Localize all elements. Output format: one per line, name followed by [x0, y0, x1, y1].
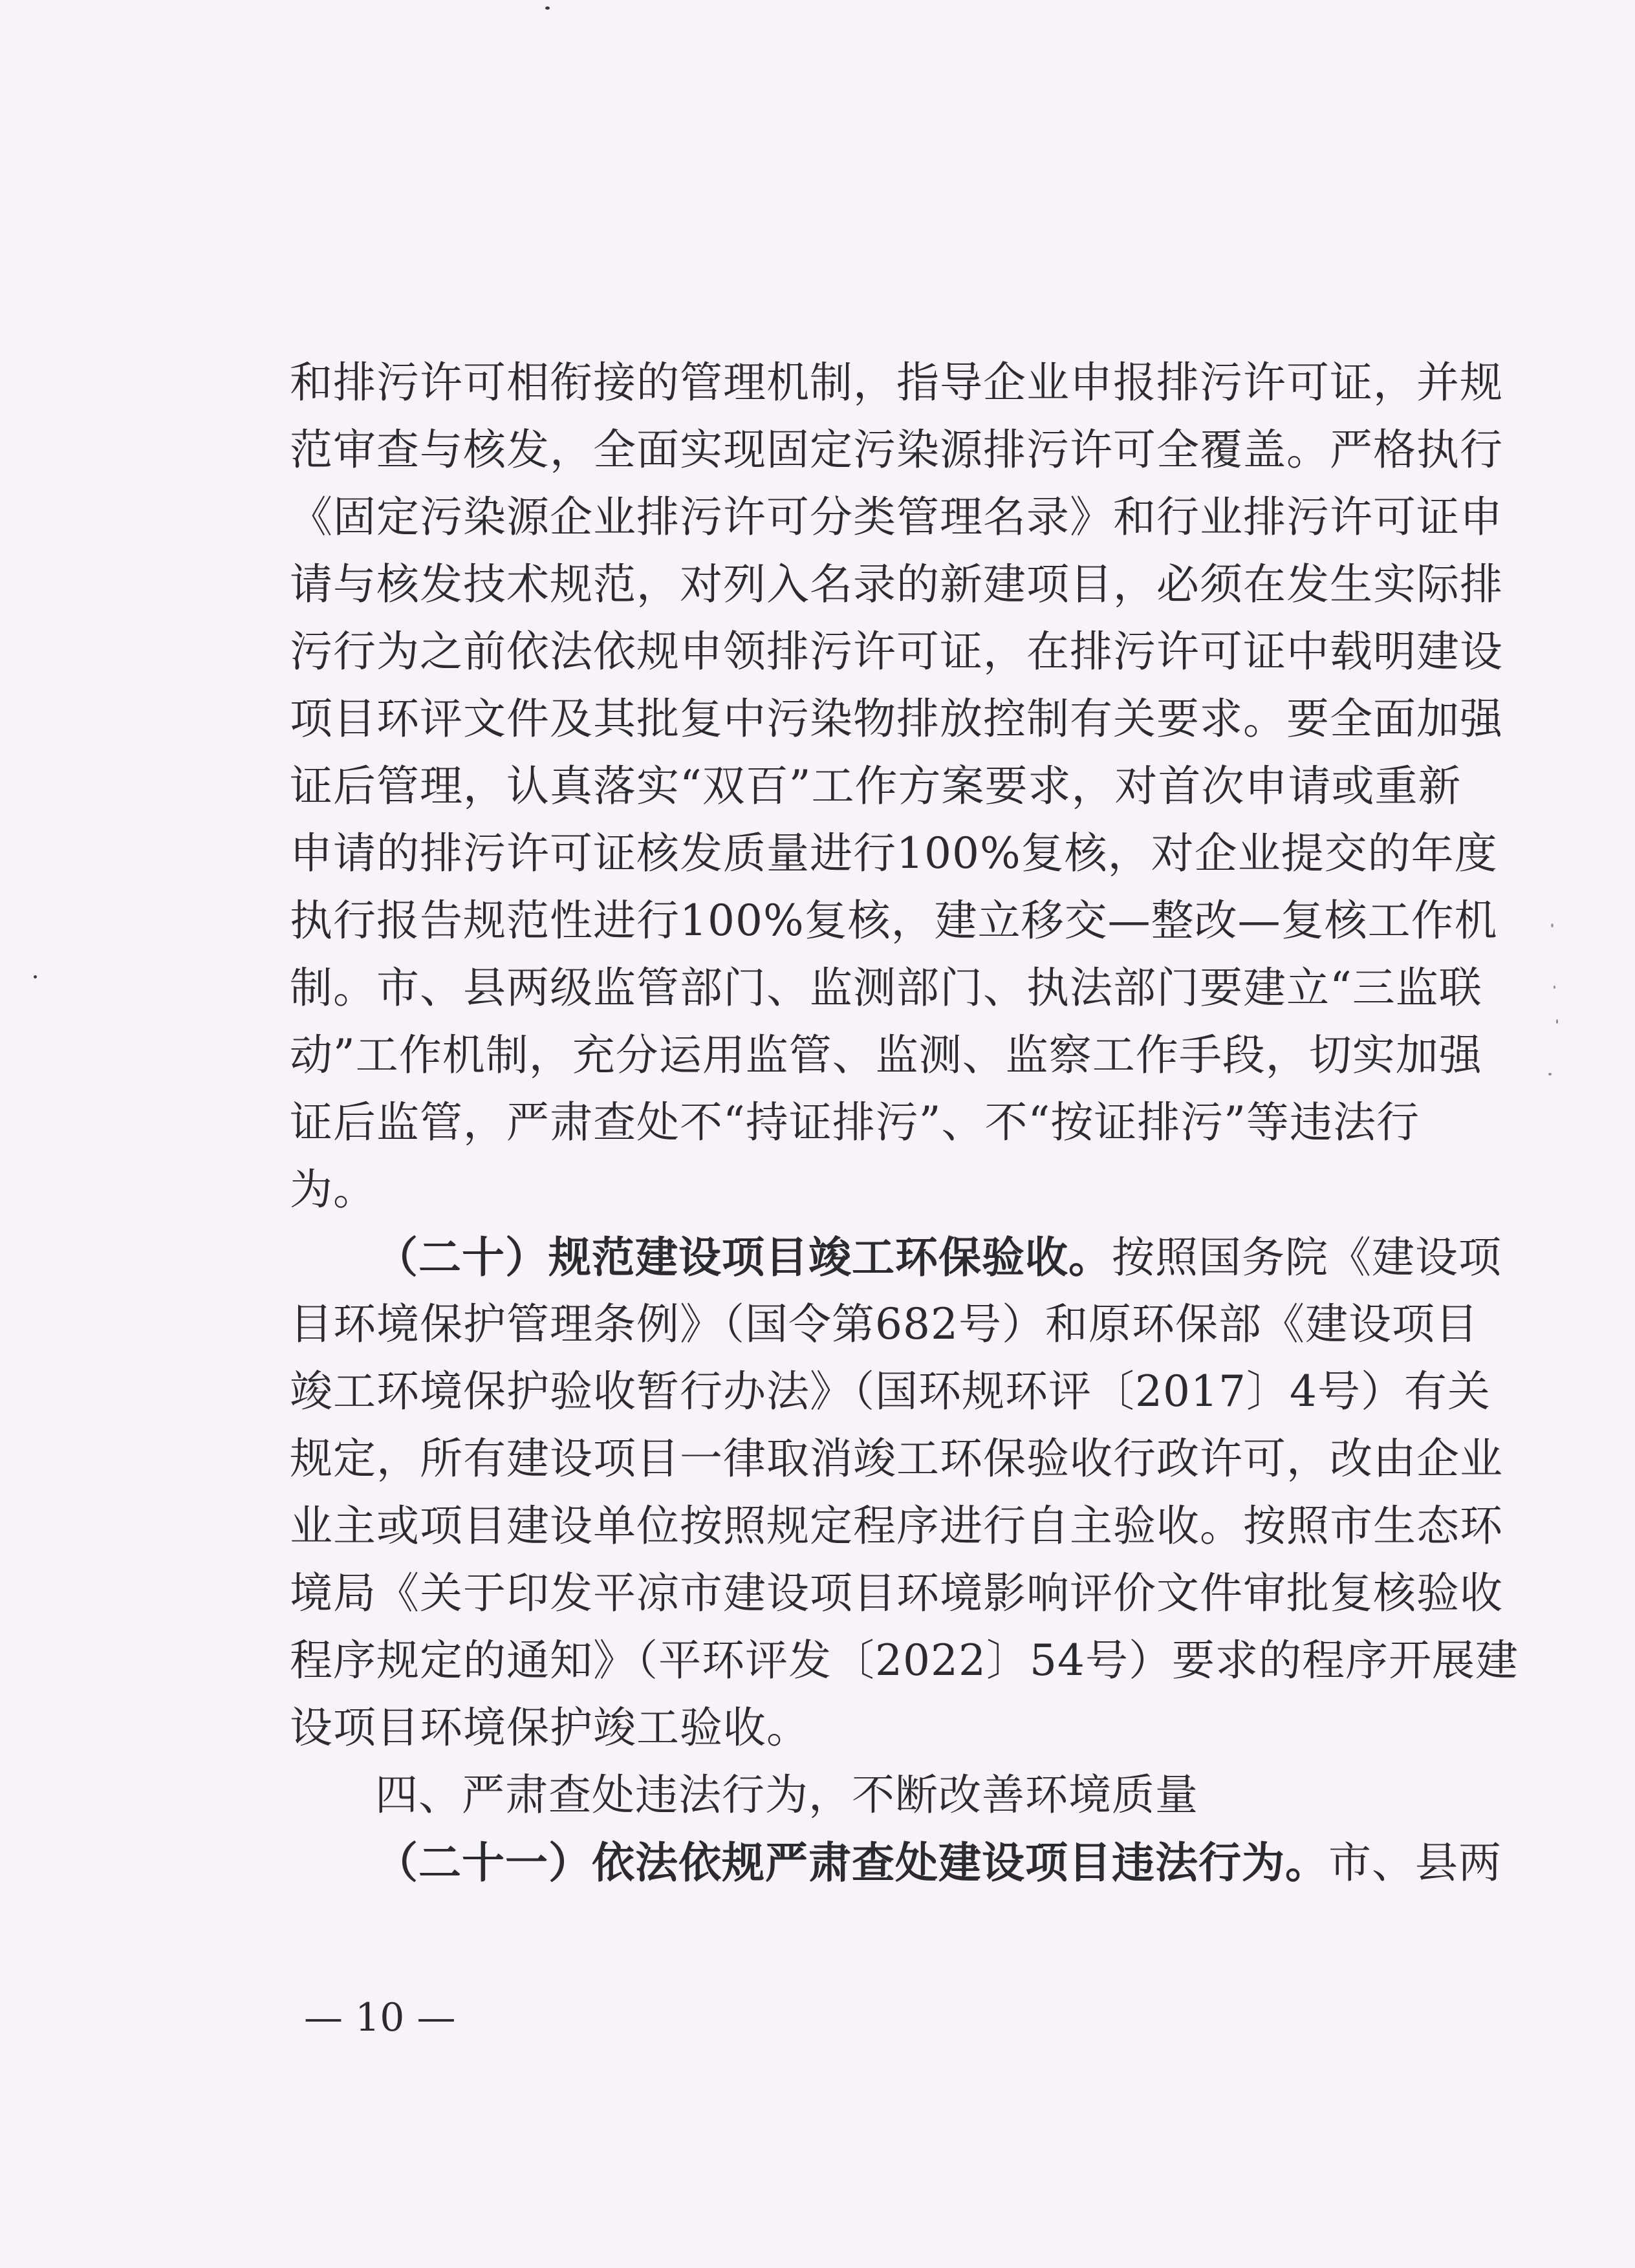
line-text: 竣工环境保护验收暂行办法》（国环规环评〔2017〕4号）有关 [290, 1366, 1491, 1416]
text-line [290, 1291, 1478, 1358]
line-text: 目环境保护管理条例》（国令第682号）和原环保部《建设项目 [290, 1299, 1478, 1349]
text-line [290, 1358, 1491, 1425]
text-line [290, 820, 1498, 887]
line-text: 污行为之前依法依规申领排污许可证，在排污许可证中载明建设 [290, 627, 1503, 676]
line-text: 按照国务院《建设项 [1112, 1233, 1502, 1282]
line-text: 业主或项目建设单位按照规定程序进行自主验收。按照市生态环 [290, 1501, 1503, 1551]
text-line [290, 484, 1503, 551]
scan-speck [34, 975, 37, 978]
text-line [290, 955, 1482, 1022]
line-text: 《固定污染源企业排污许可分类管理名录》和行业排污许可证申 [290, 492, 1503, 542]
line-text: 项目环评文件及其批复中污染物排放控制有关要求。要全面加强 [290, 694, 1503, 744]
page-number: — 10 — [304, 1995, 456, 2040]
text-line [290, 1829, 1502, 1896]
section-heading: （二十一）依法依规严肃查处建设项目违法行为。 [375, 1837, 1328, 1888]
text-line [290, 1224, 1502, 1291]
line-text: 市、县两 [1328, 1838, 1502, 1888]
line-text: 制。市、县两级监管部门、监测部门、执法部门要建立“三监联 [290, 963, 1482, 1013]
text-line [290, 753, 1462, 820]
line-text: 动”工作机制，充分运用监管、监测、监察工作手段，切实加强 [290, 1030, 1482, 1080]
text-line [290, 686, 1503, 753]
text-line [290, 618, 1503, 686]
text-line [290, 1022, 1482, 1089]
line-text: 证后管理，认真落实“双百”工作方案要求，对首次申请或重新 [290, 761, 1462, 811]
line-text: 证后监管，严肃查处不“持证排污”、不“按证排污”等违法行 [290, 1097, 1420, 1147]
line-text: 程序规定的通知》（平环评发〔2022〕54号）要求的程序开展建 [290, 1636, 1519, 1685]
line-text: 申请的排污许可证核发质量进行100%复核，对企业提交的年度 [290, 828, 1498, 878]
line-text: 规定，所有建设项目一律取消竣工环保验收行政许可，改由企业 [290, 1434, 1503, 1484]
text-line [290, 1627, 1519, 1694]
text-line [290, 349, 1503, 416]
scan-speck [1548, 1073, 1552, 1075]
line-text: 和排污许可相衔接的管理机制，指导企业申报排污许可证，并规 [290, 358, 1503, 407]
text-line [290, 1493, 1503, 1560]
text-line [290, 551, 1503, 618]
line-text: 请与核发技术规范，对列入名录的新建项目，必须在发生实际排 [290, 559, 1503, 609]
scan-speck [1551, 923, 1554, 927]
text-line [290, 1425, 1503, 1493]
line-text: 境局《关于印发平凉市建设项目环境影响评价文件审批复核验收 [290, 1568, 1503, 1618]
text-line [290, 1089, 1418, 1156]
text-line [290, 416, 1503, 484]
line-text: 为。 [290, 1165, 376, 1215]
scan-speck [1554, 986, 1555, 989]
body-text [290, 349, 1519, 1896]
line-text: 四、严肃查处违法行为，不断改善环境质量 [375, 1770, 1198, 1820]
text-line [290, 887, 1498, 955]
text-line [290, 1762, 1418, 1829]
text-line [290, 1156, 1418, 1224]
line-text: 执行报告规范性进行100%复核，建立移交—整改—复核工作机 [290, 896, 1498, 945]
scan-speck [545, 6, 550, 10]
scan-speck [1556, 1019, 1558, 1024]
line-text: 设项目环境保护竣工验收。 [290, 1703, 810, 1753]
section-heading: （二十）规范建设项目竣工环保验收。 [375, 1232, 1112, 1282]
text-line [290, 1694, 1418, 1762]
line-text: 范审查与核发，全面实现固定污染源排污许可全覆盖。严格执行 [290, 425, 1503, 475]
text-line [290, 1560, 1503, 1627]
